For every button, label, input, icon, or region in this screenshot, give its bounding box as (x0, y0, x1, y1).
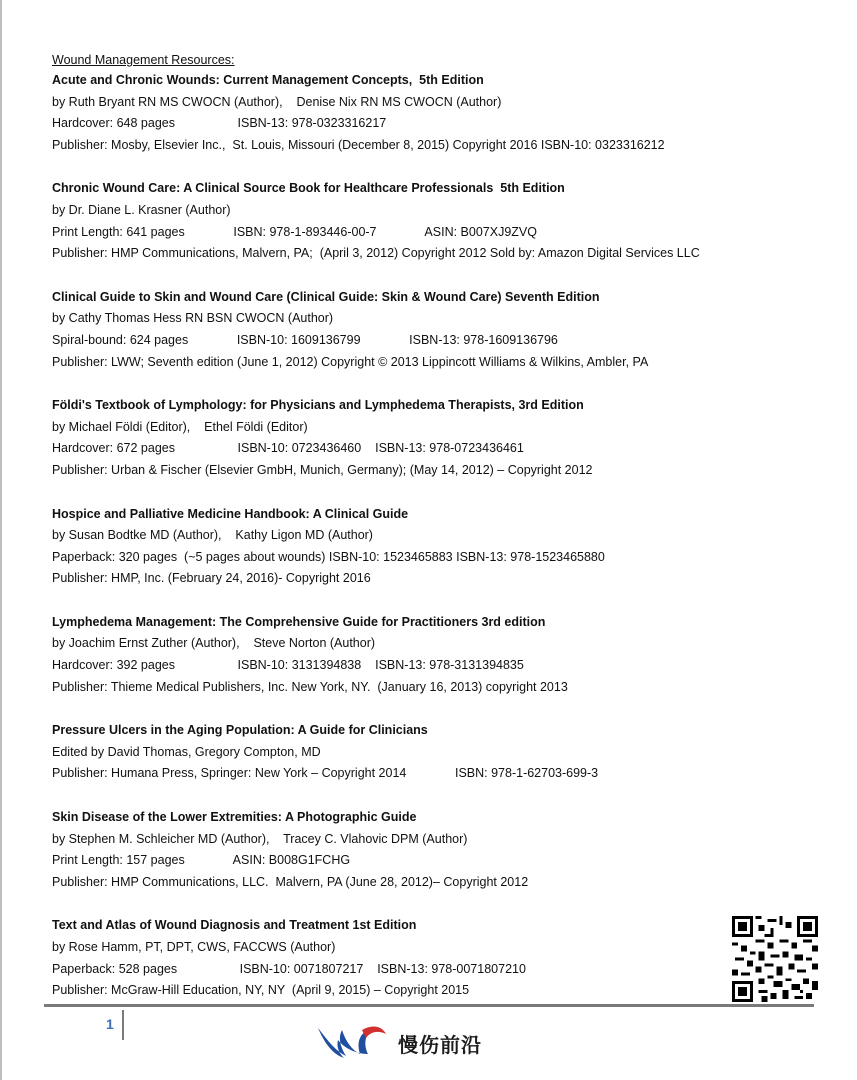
resource-detail-line: Hardcover: 392 pages ISBN-10: 3131394838 ISBN-13: 978-3131394835 (52, 658, 524, 673)
resource-detail-line: by Michael Földi (Editor), Ethel Földi (Editor) (52, 419, 308, 434)
resource-title: Clinical Guide to Skin and Wound Care (Clinical Guide: Skin & Wound Care) Seventh Edition (52, 289, 600, 304)
logo-icon (316, 1020, 388, 1060)
resource-detail-line: Paperback: 528 pages ISBN-10: 0071807217 ISBN-13: 978-0071807210 (52, 961, 526, 976)
resource-entry (52, 915, 812, 1001)
resource-title: Hospice and Palliative Medicine Handbook: A Clinical Guide (52, 506, 409, 521)
resource-title: Pressure Ulcers in the Aging Population: A Guide for Clinicians (52, 723, 428, 738)
resource-detail-line: Publisher: McGraw-Hill Education, NY, NY (April 9, 2015) – Copyright 2015 (52, 983, 470, 998)
resource-detail-line: Publisher: HMP Communications, Malvern, PA; (April 3, 2012) Copyright 2012 Sold by: Amazon Digital Services LLC (52, 246, 700, 261)
resource-detail-line: Print Length: 157 pages ASIN: B008G1FCHG (52, 853, 351, 868)
logo-text: 慢伤前沿 (398, 1033, 482, 1057)
resource-detail-line: Publisher: Urban & Fischer (Elsevier GmbH, Munich, Germany); (May 14, 2012) – Copyright 2012 (52, 462, 593, 477)
resource-entry (52, 504, 812, 590)
resource-list (52, 70, 812, 1002)
resource-detail-line: Paperback: 320 pages (~5 pages about wounds) ISBN-10: 1523465883 ISBN-13: 978-1523465880 (52, 549, 605, 564)
footer-rule (44, 1004, 814, 1007)
resource-detail-line: Publisher: HMP Communications, LLC. Malvern, PA (June 28, 2012)– Copyright 2012 (52, 874, 529, 889)
resource-detail-line: Publisher: Mosby, Elsevier Inc., St. Louis, Missouri (December 8, 2015) Copyright 2016 ISBN-10: 0323316212 (52, 137, 665, 152)
resource-title: Skin Disease of the Lower Extremities: A Photographic Guide (52, 810, 417, 825)
resource-detail-line: Publisher: HMP, Inc. (February 24, 2016)- Copyright 2016 (52, 571, 371, 586)
resource-detail-line: Hardcover: 672 pages ISBN-10: 0723436460 ISBN-13: 978-0723436461 (52, 441, 524, 456)
resource-detail-line: by Cathy Thomas Hess RN BSN CWOCN (Author) (52, 311, 334, 326)
resource-entry (52, 807, 812, 893)
resource-title: Chronic Wound Care: A Clinical Source Book for Healthcare Professionals 5th Edition (52, 181, 565, 196)
resource-entry (52, 287, 812, 373)
resource-entry (52, 178, 812, 264)
resource-detail-line: by Stephen M. Schleicher MD (Author), Tracey C. Vlahovic DPM (Author) (52, 831, 468, 846)
resource-detail-line: Spiral-bound: 624 pages ISBN-10: 1609136799 ISBN-13: 978-1609136796 (52, 332, 558, 347)
resource-detail-line: by Ruth Bryant RN MS CWOCN (Author), Denise Nix RN MS CWOCN (Author) (52, 94, 502, 109)
resource-detail-line: Edited by David Thomas, Gregory Compton, MD (52, 744, 321, 759)
page-number: 1 (106, 1016, 114, 1032)
resource-detail-line: Print Length: 641 pages ISBN: 978-1-893446-00-7 ASIN: B007XJ9ZVQ (52, 224, 537, 239)
resource-detail-line: Publisher: Thieme Medical Publishers, Inc. New York, NY. (January 16, 2013) copyright 2013 (52, 679, 568, 694)
page-edge (0, 0, 2, 1080)
resource-detail-line: by Dr. Diane L. Krasner (Author) (52, 202, 231, 217)
section-heading: Wound Management Resources: (52, 53, 235, 67)
resource-detail-line: by Rose Hamm, PT, DPT, CWS, FACCWS (Author) (52, 940, 336, 954)
resource-title: Acute and Chronic Wounds: Current Management Concepts, 5th Edition (52, 73, 484, 87)
resource-detail-line: Publisher: LWW; Seventh edition (June 1, 2012) Copyright © 2013 Lippincott Williams & Wilkins, Ambler, PA (52, 354, 649, 369)
qr-code (732, 916, 818, 1002)
resource-entry (52, 395, 812, 481)
resource-entry (52, 720, 812, 785)
document-body (52, 52, 812, 1024)
resource-detail-line: by Susan Bodtke MD (Author), Kathy Ligon MD (Author) (52, 528, 373, 543)
resource-title: Text and Atlas of Wound Diagnosis and Treatment 1st Edition (52, 918, 417, 933)
resource-detail-line: Hardcover: 648 pages ISBN-13: 978-0323316217 (52, 116, 387, 131)
resource-detail-line: by Joachim Ernst Zuther (Author), Steve Norton (Author) (52, 636, 376, 651)
page-number-divider (122, 1010, 124, 1040)
resource-title: Földi's Textbook of Lymphology: for Physicians and Lymphedema Therapists, 3rd Edition (52, 398, 584, 413)
resource-entry (52, 612, 812, 698)
resource-entry (52, 70, 812, 156)
resource-title: Lymphedema Management: The Comprehensive Guide for Practitioners 3rd edition (52, 614, 546, 629)
resource-detail-line: Publisher: Humana Press, Springer: New York – Copyright 2014 ISBN: 978-1-62703-699-3 (52, 766, 599, 781)
